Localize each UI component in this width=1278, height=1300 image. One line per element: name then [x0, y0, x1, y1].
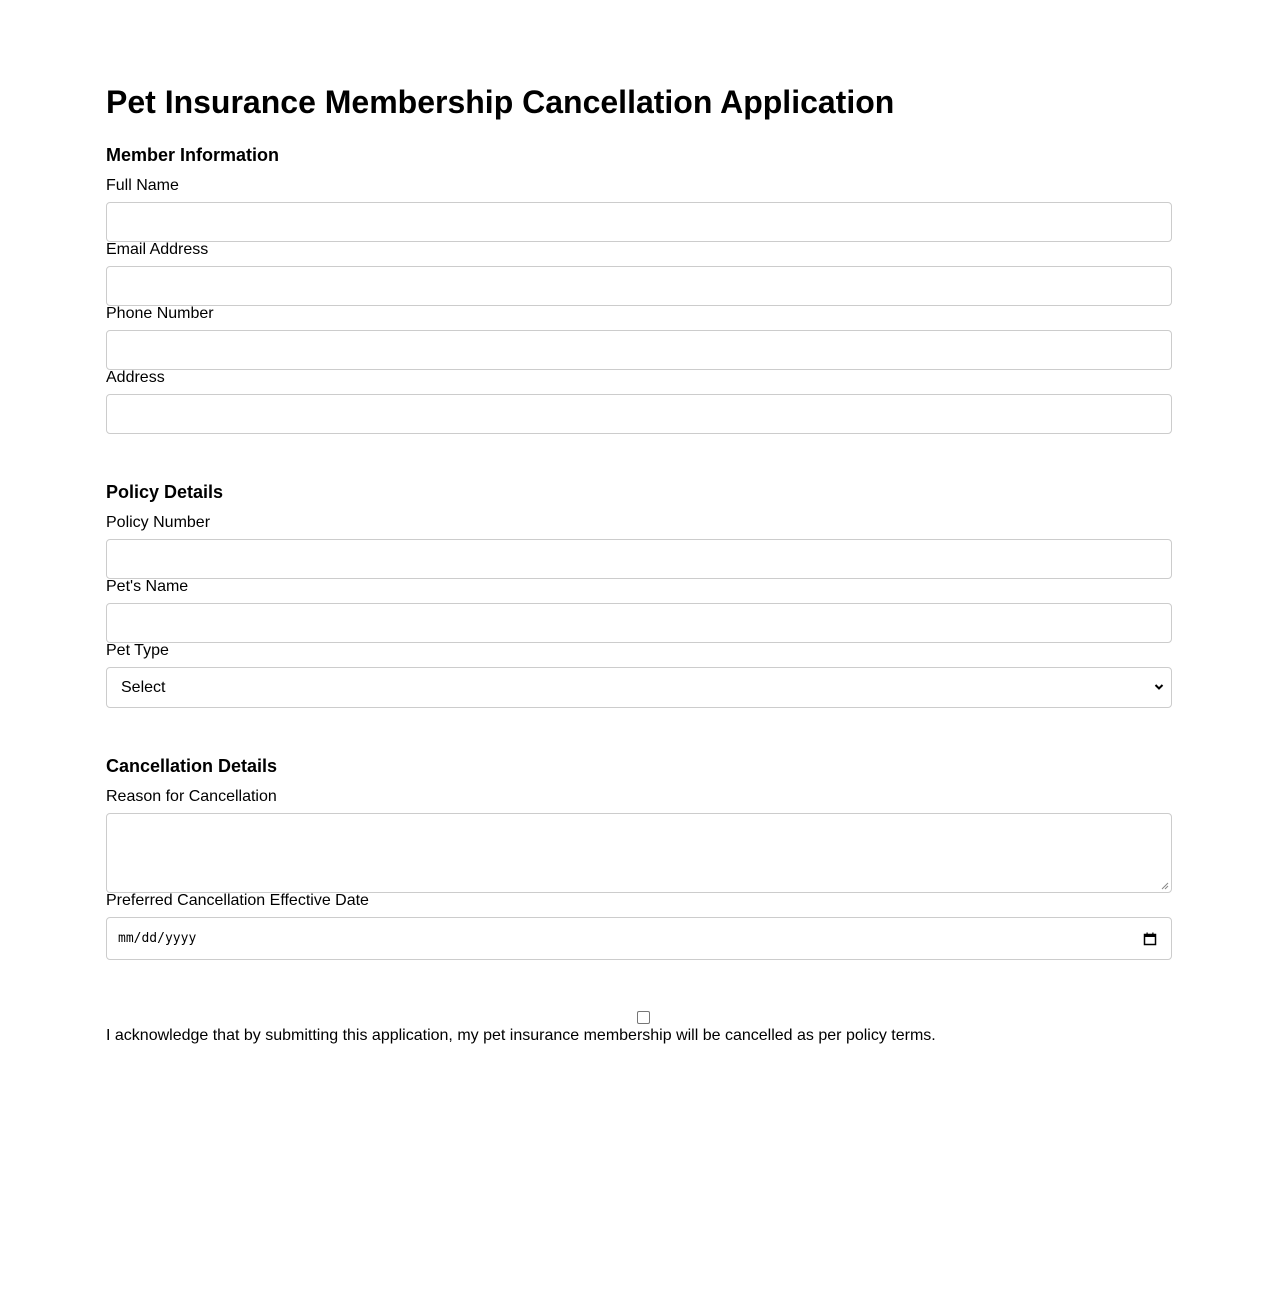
chevron-down-icon [1154, 682, 1164, 692]
full-name-input[interactable] [106, 202, 1172, 242]
page-title: Pet Insurance Membership Cancellation Application [106, 84, 895, 120]
reason-textarea[interactable] [106, 813, 1172, 893]
pet-type-selected-value: Select [121, 678, 166, 696]
address-label: Address [106, 369, 165, 386]
email-input[interactable] [106, 266, 1172, 306]
calendar-icon[interactable] [1143, 932, 1157, 946]
policy-number-input[interactable] [106, 539, 1172, 579]
pet-type-label: Pet Type [106, 642, 169, 659]
pet-type-select[interactable] [106, 667, 1172, 708]
effective-date-input[interactable] [106, 917, 1172, 960]
section-heading-policy-details: Policy Details [106, 482, 224, 502]
section-heading-member-information: Member Information [106, 145, 280, 165]
phone-input[interactable] [106, 330, 1172, 370]
reason-label: Reason for Cancellation [106, 788, 277, 805]
acknowledge-label[interactable]: I acknowledge that by submitting this application, my pet insurance membership will be cancelled as per policy terms. [106, 1027, 936, 1044]
policy-number-label: Policy Number [106, 514, 211, 531]
resize-grip-icon[interactable] [1161, 882, 1169, 890]
email-label: Email Address [106, 241, 209, 258]
effective-date-label: Preferred Cancellation Effective Date [106, 892, 369, 909]
full-name-label: Full Name [106, 177, 179, 194]
pet-name-label: Pet's Name [106, 578, 189, 595]
pet-name-input[interactable] [106, 603, 1172, 643]
phone-label: Phone Number [106, 305, 214, 322]
date-placeholder: mm/dd/yyyy [118, 931, 197, 946]
address-input[interactable] [106, 394, 1172, 434]
section-heading-cancellation-details: Cancellation Details [106, 756, 278, 776]
acknowledge-checkbox[interactable] [637, 1011, 650, 1024]
